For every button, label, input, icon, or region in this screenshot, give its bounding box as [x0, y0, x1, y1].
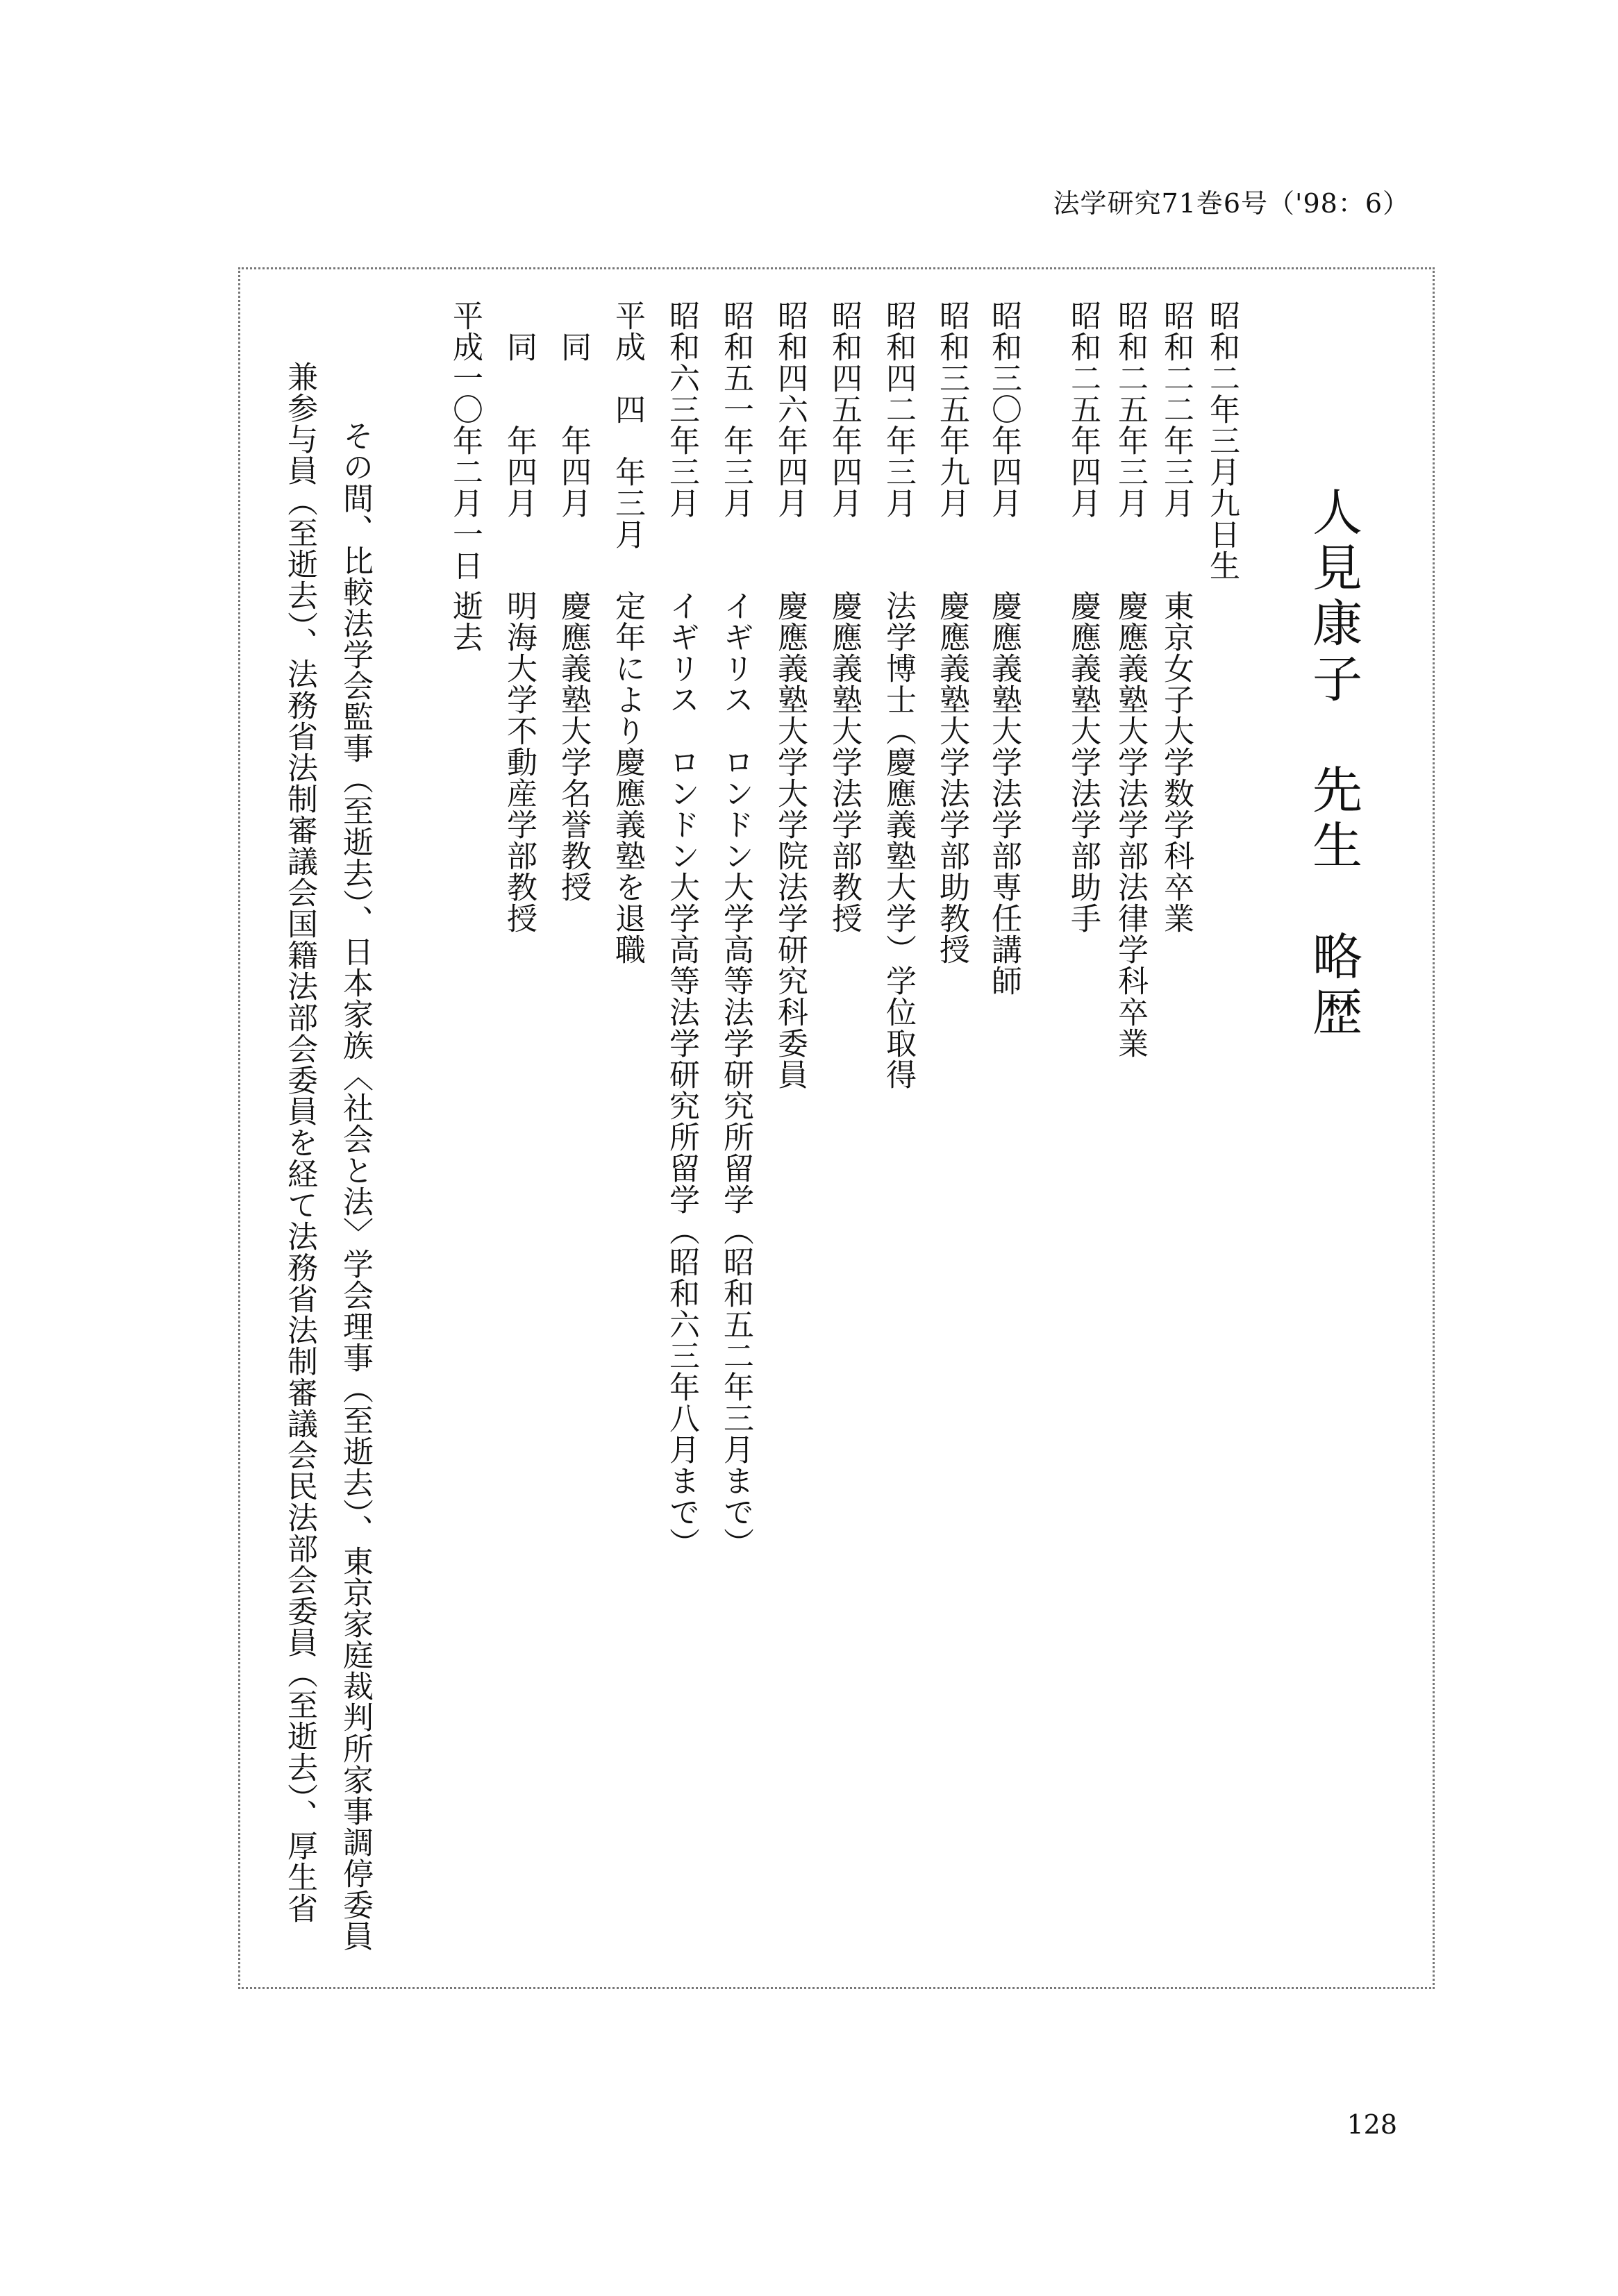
entry-date: 同 年四月 — [556, 300, 591, 519]
entry-desc: 法学博士（慶應義塾大学）学位取得 — [881, 590, 916, 1090]
entry-desc: 逝去 — [447, 590, 483, 653]
entry-desc: 東京女子大学数学科卒業 — [1158, 590, 1194, 934]
entry-desc: 慶應義塾大学法学部助手 — [1065, 590, 1101, 934]
entry-desc: イギリス ロンドン大学高等法学研究所留学（昭和五二年三月まで） — [718, 590, 753, 1559]
entry-date: 昭和二年三月九日生 — [1204, 300, 1240, 581]
entry-desc: 慶應義塾大学大学院法学研究科委員 — [772, 590, 808, 1090]
entry-date: 昭和二五年四月 — [1065, 300, 1101, 519]
entry-date: 昭和六三年三月 — [664, 300, 699, 519]
entry-date: 昭和四六年四月 — [772, 300, 808, 519]
biography-title: 人見康子 先生 略歴 — [1304, 486, 1362, 1041]
biography-frame — [238, 267, 1435, 1989]
entry-date: 平成 四 年三月 — [610, 300, 645, 550]
entry-date: 昭和四二年三月 — [881, 300, 916, 519]
note-line: その間、比較法学会監事（至逝去）、日本家族〈社会と法〉学会理事（至逝去）、東京家庭裁判所家事調停委員 — [337, 389, 373, 1952]
entry-date: 同 年四月 — [501, 300, 537, 519]
entry-desc: 慶應義塾大学法学部法律学科卒業 — [1112, 590, 1148, 1059]
entry-desc: 定年により慶應義塾を退職 — [610, 590, 645, 965]
page-number: 128 — [1346, 2109, 1397, 2140]
journal-header: 法学研究71巻6号（'98：6） — [1053, 188, 1410, 219]
entry-date: 昭和四五年四月 — [826, 300, 862, 519]
note-line: 兼参与員（至逝去）、法務省法制審議会国籍法部会委員を経て法務省法制審議会民法部会委員（至逝去）、厚生省 — [282, 361, 317, 1924]
entry-desc: 明海大学不動産学部教授 — [501, 590, 537, 934]
entry-desc: イギリス ロンドン大学高等法学研究所留学（昭和六三年八月まで） — [664, 590, 699, 1559]
entry-date: 昭和三五年九月 — [934, 300, 969, 519]
entry-date: 昭和三〇年四月 — [986, 300, 1021, 519]
entry-desc: 慶應義塾大学名誉教授 — [556, 590, 591, 903]
entry-desc: 慶應義塾大学法学部専任講師 — [986, 590, 1021, 996]
entry-desc: 慶應義塾大学法学部助教授 — [934, 590, 969, 965]
entry-date: 昭和五一年三月 — [718, 300, 753, 519]
entry-desc: 慶應義塾大学法学部教授 — [826, 590, 862, 934]
entry-date: 昭和二二年三月 — [1158, 300, 1194, 519]
entry-date: 平成一〇年二月一日 — [447, 300, 483, 581]
entry-date: 昭和二五年三月 — [1112, 300, 1148, 519]
